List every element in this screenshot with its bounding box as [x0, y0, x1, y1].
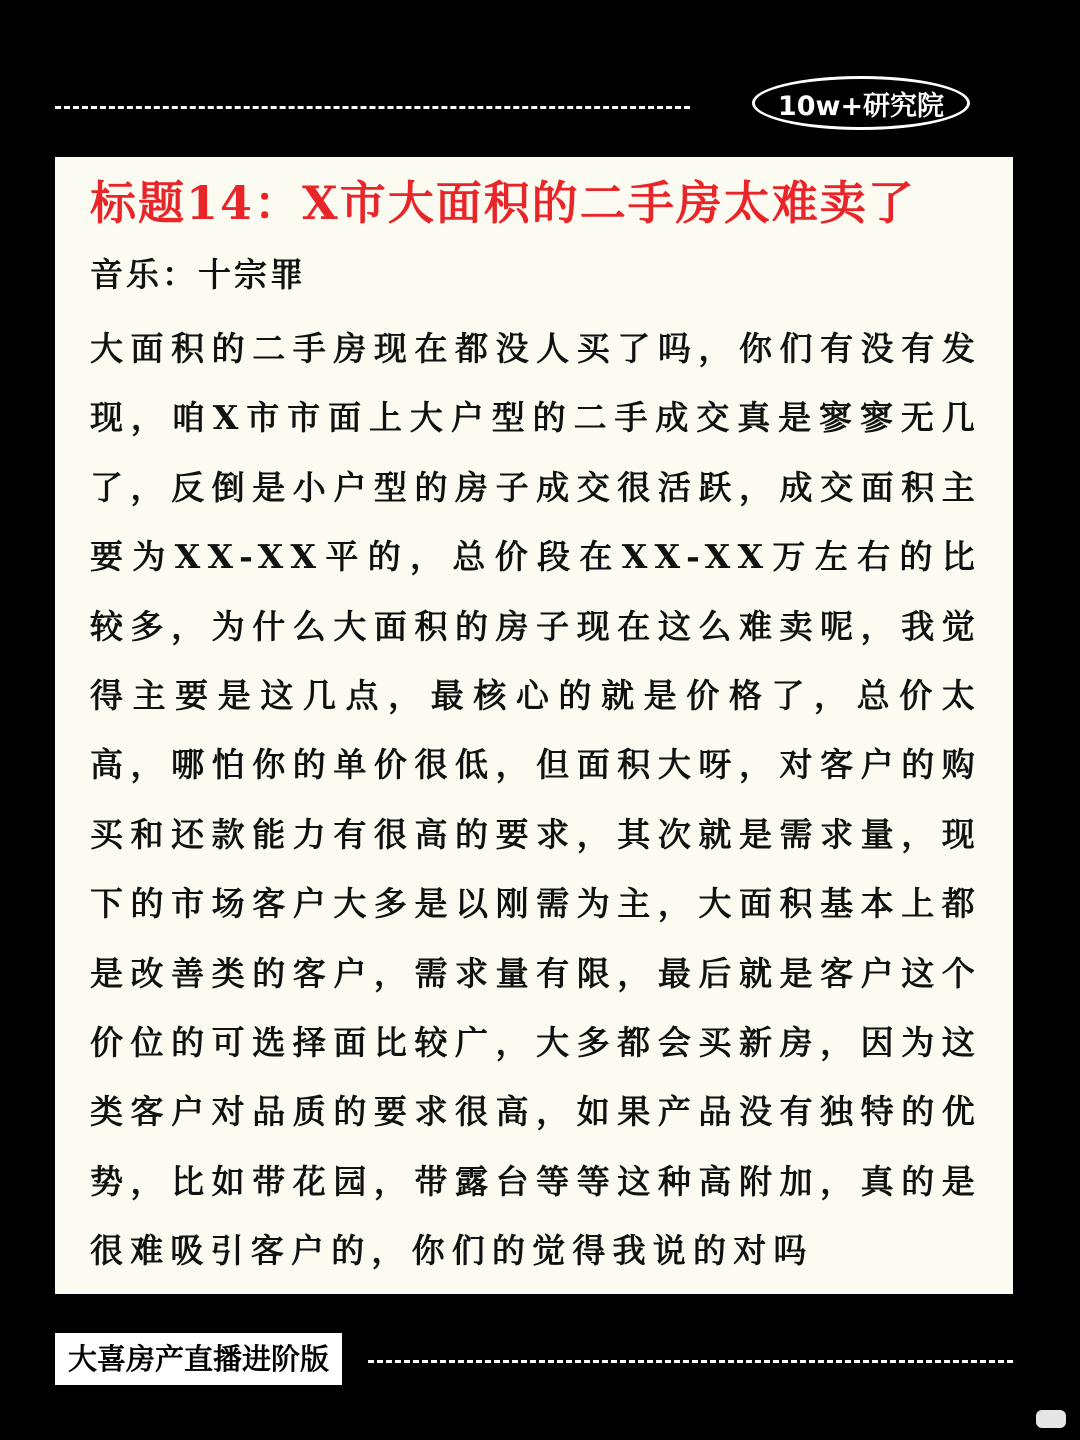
body-paragraph: 大面积的二手房现在都没人买了吗，你们有没有发现，咱X市市面上大户型的二手成交真是寥寥无几了，反倒是小户型的房子成交很活跃，成交面积主要为XX-XX平的，总价段在XX-XX万左右的比较多，为什么大面积的房子现在这么难卖呢，我觉得主要是这几点，最核心的就是价格了，总价太高，哪怕你的单价很低，但面积大呀，对客户的购买和还款能力有很高的要求，其次就是需求量，现下的市场客户大多是以刚需为主，大面积基本上都是改善类的客户，需求量有限，最后就是客户这个价位的可选择面比较广，大多都会买新房，因为这类客户对品质的要求很高，如果产品没有独特的优势，比如带花园，带露台等等这种高附加，真的是很难吸引客户的，你们的觉得我说的对吗 [90, 329, 982, 1271]
bottom-dashed-divider [368, 1360, 1013, 1363]
post-title: 标题14：X市大面积的二手房太难卖了 [90, 176, 916, 230]
brand-badge: 10w+研究院 [752, 76, 970, 130]
top-dashed-divider [55, 106, 690, 109]
content-card [55, 157, 1013, 1294]
music-line: 音乐：十宗罪 [90, 255, 306, 294]
watermark-logo [1036, 1410, 1066, 1428]
footer-label: 大喜房产直播进阶版 [55, 1333, 342, 1385]
